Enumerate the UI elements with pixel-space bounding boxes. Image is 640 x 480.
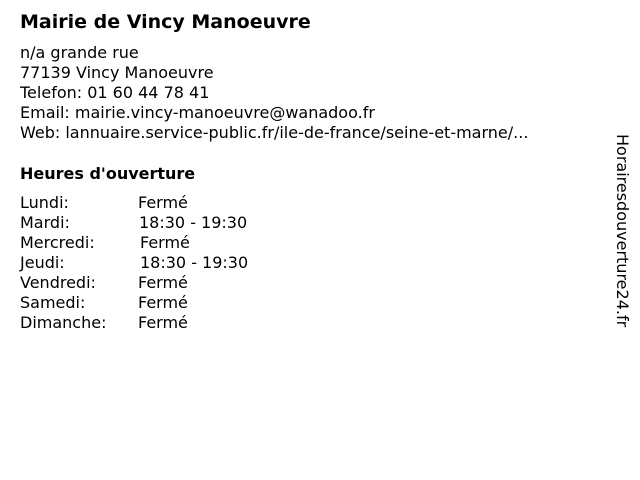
day-label: Dimanche: [20, 313, 107, 332]
day-hours: Fermé [140, 233, 190, 252]
page-title: Mairie de Vincy Manoeuvre [20, 11, 311, 33]
street-address: n/a grande rue [20, 43, 139, 62]
day-label: Lundi: [20, 193, 69, 212]
day-hours: Fermé [138, 193, 188, 212]
site-brand-label: Horairesdouverture24.fr [613, 134, 632, 328]
day-hours: 18:30 - 19:30 [140, 253, 249, 272]
city-address: 77139 Vincy Manoeuvre [20, 63, 214, 82]
contact-block [20, 43, 528, 143]
hours-heading: Heures d'ouverture [20, 164, 196, 183]
day-label: Mardi: [20, 213, 70, 232]
day-label: Vendredi: [20, 273, 96, 292]
phone-number: Telefon: 01 60 44 78 41 [20, 83, 210, 102]
day-hours: Fermé [138, 313, 188, 332]
email-address: Email: mairie.vincy-manoeuvre@wanadoo.fr [20, 103, 375, 122]
day-label: Samedi: [20, 293, 86, 312]
day-hours: Fermé [138, 273, 188, 292]
day-hours: 18:30 - 19:30 [139, 213, 248, 232]
day-label: Mercredi: [20, 233, 95, 252]
day-label: Jeudi: [20, 253, 65, 272]
day-hours: Fermé [138, 293, 188, 312]
website-link: Web: lannuaire.service-public.fr/ile-de-france/seine-et-marne/... [20, 123, 529, 142]
